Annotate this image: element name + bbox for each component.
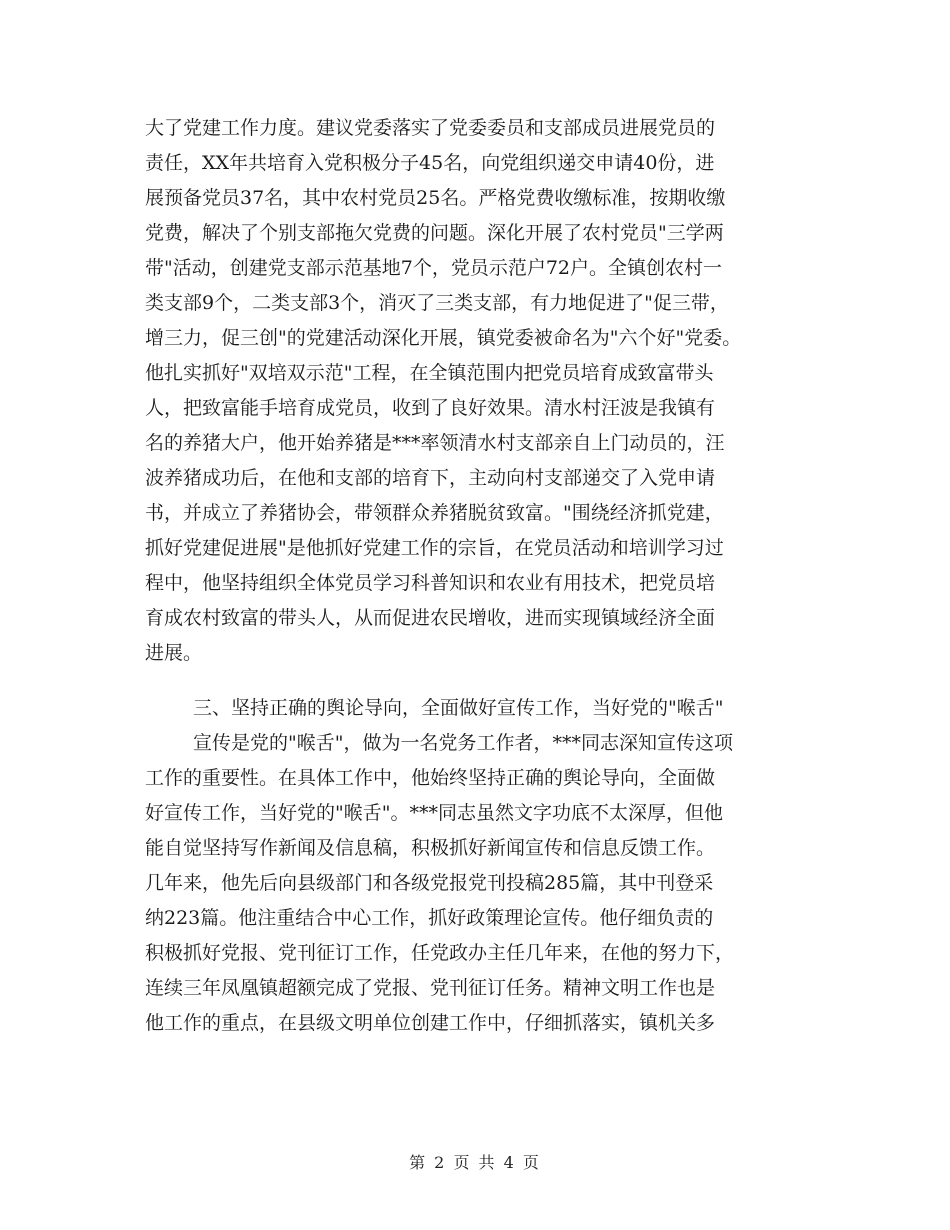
text-line: 能自觉坚持写作新闻及信息稿，积极抓好新闻宣传和信息反馈工作。 bbox=[145, 837, 716, 859]
text-line: 进展。 bbox=[145, 642, 203, 664]
text-line: 增三力，促三创"的党建活动深化开展，镇党委被命名为"六个好"党委。 bbox=[145, 327, 742, 349]
text-line: 育成农村致富的带头人，从而促进农民增收，进而实现镇域经济全面 bbox=[145, 607, 716, 629]
text-line: 书，并成立了养猪协会，带领群众养猪脱贫致富。"围绕经济抓党建， bbox=[145, 502, 724, 524]
text-line: 大了党建工作力度。建议党委落实了党委委员和支部成员进展党员的 bbox=[145, 117, 716, 139]
text-line: 带"活动，创建党支部示范基地7个，党员示范户72户。全镇创农村一 bbox=[145, 257, 723, 279]
text-line: 责任，XX年共培育入党积极分子45名，向党组织递交申请40份，进 bbox=[145, 152, 715, 174]
paragraph-first-line: 宣传是党的"喉舌"，做为一名党务工作者，***同志深知宣传这项 bbox=[193, 732, 733, 754]
page-number-footer: 第 2 页 共 4 页 bbox=[409, 1153, 541, 1172]
text-line: 工作的重要性。在具体工作中，他始终坚持正确的舆论导向，全面做 bbox=[145, 767, 716, 789]
text-line: 连续三年凤凰镇超额完成了党报、党刊征订任务。精神文明工作也是 bbox=[145, 977, 716, 999]
text-line: 纳223篇。他注重结合中心工作，抓好政策理论宣传。他仔细负责的 bbox=[145, 907, 714, 929]
text-line: 党费，解决了个别支部拖欠党费的问题。深化开展了农村党员"三学两 bbox=[145, 222, 724, 244]
text-line: 他工作的重点，在县级文明单位创建工作中，仔细抓落实，镇机关多 bbox=[145, 1012, 716, 1034]
text-line: 好宣传工作，当好党的"喉舌"。***同志虽然文字功底不太深厚，但他 bbox=[145, 802, 723, 824]
text-line: 名的养猪大户，他开始养猪是***率领清水村支部亲自上门动员的，汪 bbox=[145, 432, 725, 454]
text-line: 程中，他坚持组织全体党员学习科普知识和农业有用技术，把党员培 bbox=[145, 572, 716, 594]
section-heading: 三、坚持正确的舆论导向，全面做好宣传工作，当好党的"喉舌" bbox=[193, 697, 724, 719]
text-line: 抓好党建促进展"是他抓好党建工作的宗旨，在党员活动和培训学习过 bbox=[145, 537, 724, 559]
text-line: 波养猪成功后，在他和支部的培育下，主动向村支部递交了入党申请 bbox=[145, 467, 716, 489]
text-line: 他扎实抓好"双培双示范"工程，在全镇范围内把党员培育成致富带头 bbox=[145, 362, 714, 384]
text-line: 人，把致富能手培育成党员，收到了良好效果。清水村汪波是我镇有 bbox=[145, 397, 716, 419]
text-line: 类支部9个，二类支部3个，消灭了三类支部，有力地促进了"促三带， bbox=[145, 292, 729, 314]
text-line: 几年来，他先后向县级部门和各级党报党刊投稿285篇，其中刊登采 bbox=[145, 872, 714, 894]
text-line: 展预备党员37名，其中农村党员25名。严格党费收缴标准，按期收缴 bbox=[145, 187, 726, 209]
text-line: 积极抓好党报、党刊征订工作，任党政办主任几年来，在他的努力下， bbox=[145, 942, 735, 964]
